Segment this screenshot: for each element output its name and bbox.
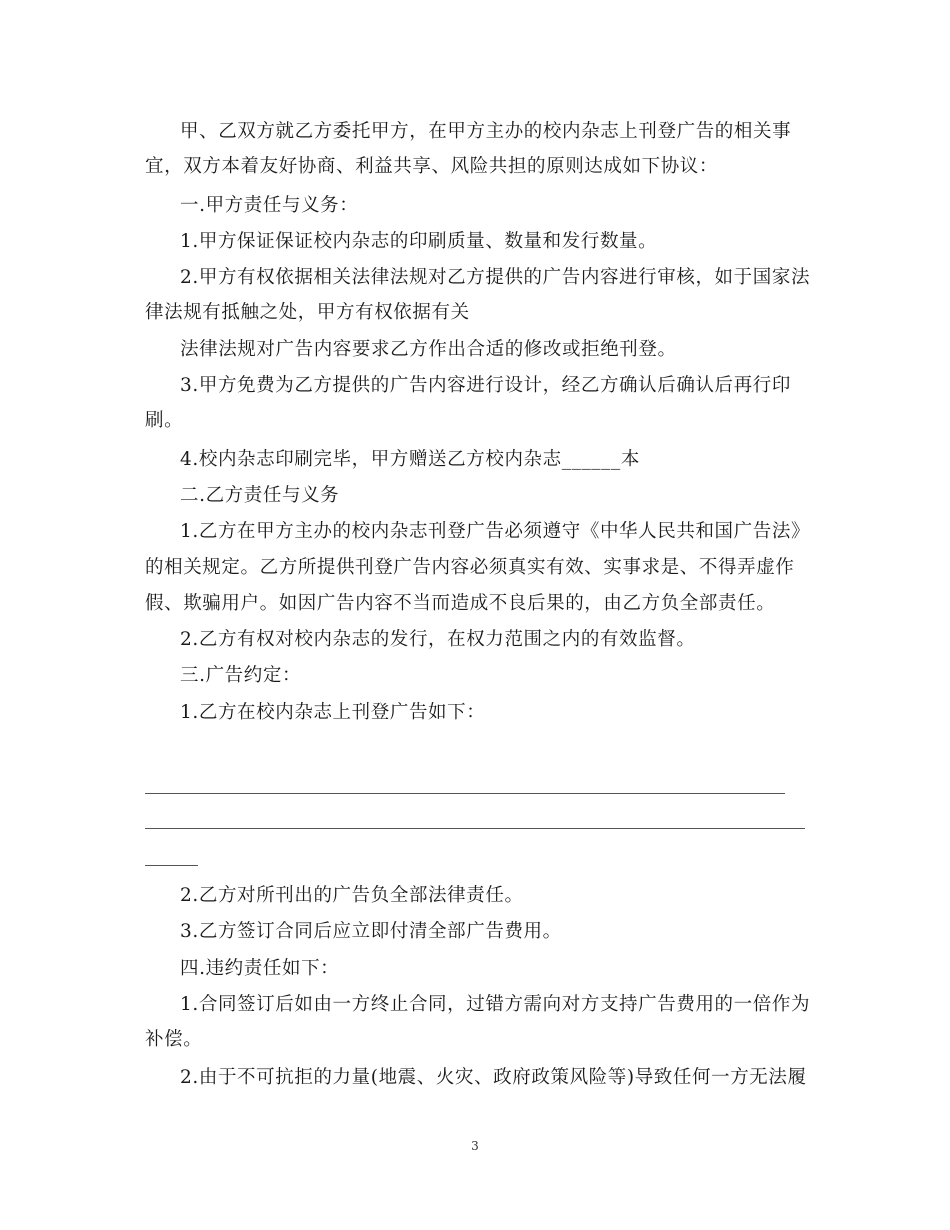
paragraph-line: 2.由于不可抗拒的力量(地震、火灾、政府政策风险等)导致任何一方无法履: [180, 1067, 807, 1088]
paragraph-line: 1.合同签订后如由一方终止合同，过错方需向对方支持广告费用的一倍作为: [180, 994, 811, 1015]
paragraph-line: 法律法规对广告内容要求乙方作出合适的修改或拒绝刊登。: [180, 339, 677, 360]
page-number: 3: [471, 1139, 479, 1153]
paragraph-line: 1.甲方保证保证校内杂志的印刷质量、数量和发行数量。: [180, 231, 658, 252]
paragraph-line: 2.甲方有权依据相关法律法规对乙方提供的广告内容进行审核，如于国家法: [180, 267, 811, 288]
paragraph-line: 甲、乙双方就乙方委托甲方，在甲方主办的校内杂志上刊登广告的相关事: [180, 121, 792, 142]
paragraph-line: 假、欺骗用户。如因广告内容不当而造成不良后果的，由乙方负全部责任。: [145, 593, 776, 614]
paragraph-line: 刷。: [145, 410, 184, 431]
paragraph-line: 补偿。: [145, 1029, 203, 1050]
paragraph-line: 宜，双方本着友好协商、利益共享、风险共担的原则达成如下协议：: [145, 156, 719, 177]
section-heading-3: 三.广告约定：: [180, 665, 302, 686]
paragraph-line: 2.乙方有权对校内杂志的发行，在权力范围之内的有效监督。: [180, 629, 696, 650]
paragraph-line: 3.乙方签订合同后应立即付清全部广告费用。: [180, 921, 562, 942]
fill-in-blank-line: [145, 793, 785, 794]
paragraph-line: 1.乙方在甲方主办的校内杂志刊登广告必须遵守《中华人民共和国广告法》: [180, 521, 811, 542]
section-heading-4: 四.违约责任如下：: [180, 958, 340, 979]
paragraph-line: 2.乙方对所刊出的广告负全部法律责任。: [180, 885, 524, 906]
fill-in-blank-line: [145, 828, 805, 829]
paragraph-line: 的相关规定。乙方所提供刊登广告内容必须真实有效、实事求是、不得弄虚作: [145, 557, 795, 578]
paragraph-line: 4.校内杂志印刷完毕，甲方赠送乙方校内杂志______本: [180, 449, 640, 470]
section-heading-2: 二.乙方责任与义务: [180, 485, 340, 506]
fill-in-blank-line: [145, 865, 198, 866]
section-heading-1: 一.甲方责任与义务：: [180, 195, 359, 216]
paragraph-line: 律法规有抵触之处，甲方有权依据有关: [145, 302, 470, 323]
paragraph-line: 1.乙方在校内杂志上刊登广告如下：: [180, 702, 486, 723]
paragraph-line: 3.甲方免费为乙方提供的广告内容进行设计，经乙方确认后确认后再行印: [180, 375, 791, 396]
